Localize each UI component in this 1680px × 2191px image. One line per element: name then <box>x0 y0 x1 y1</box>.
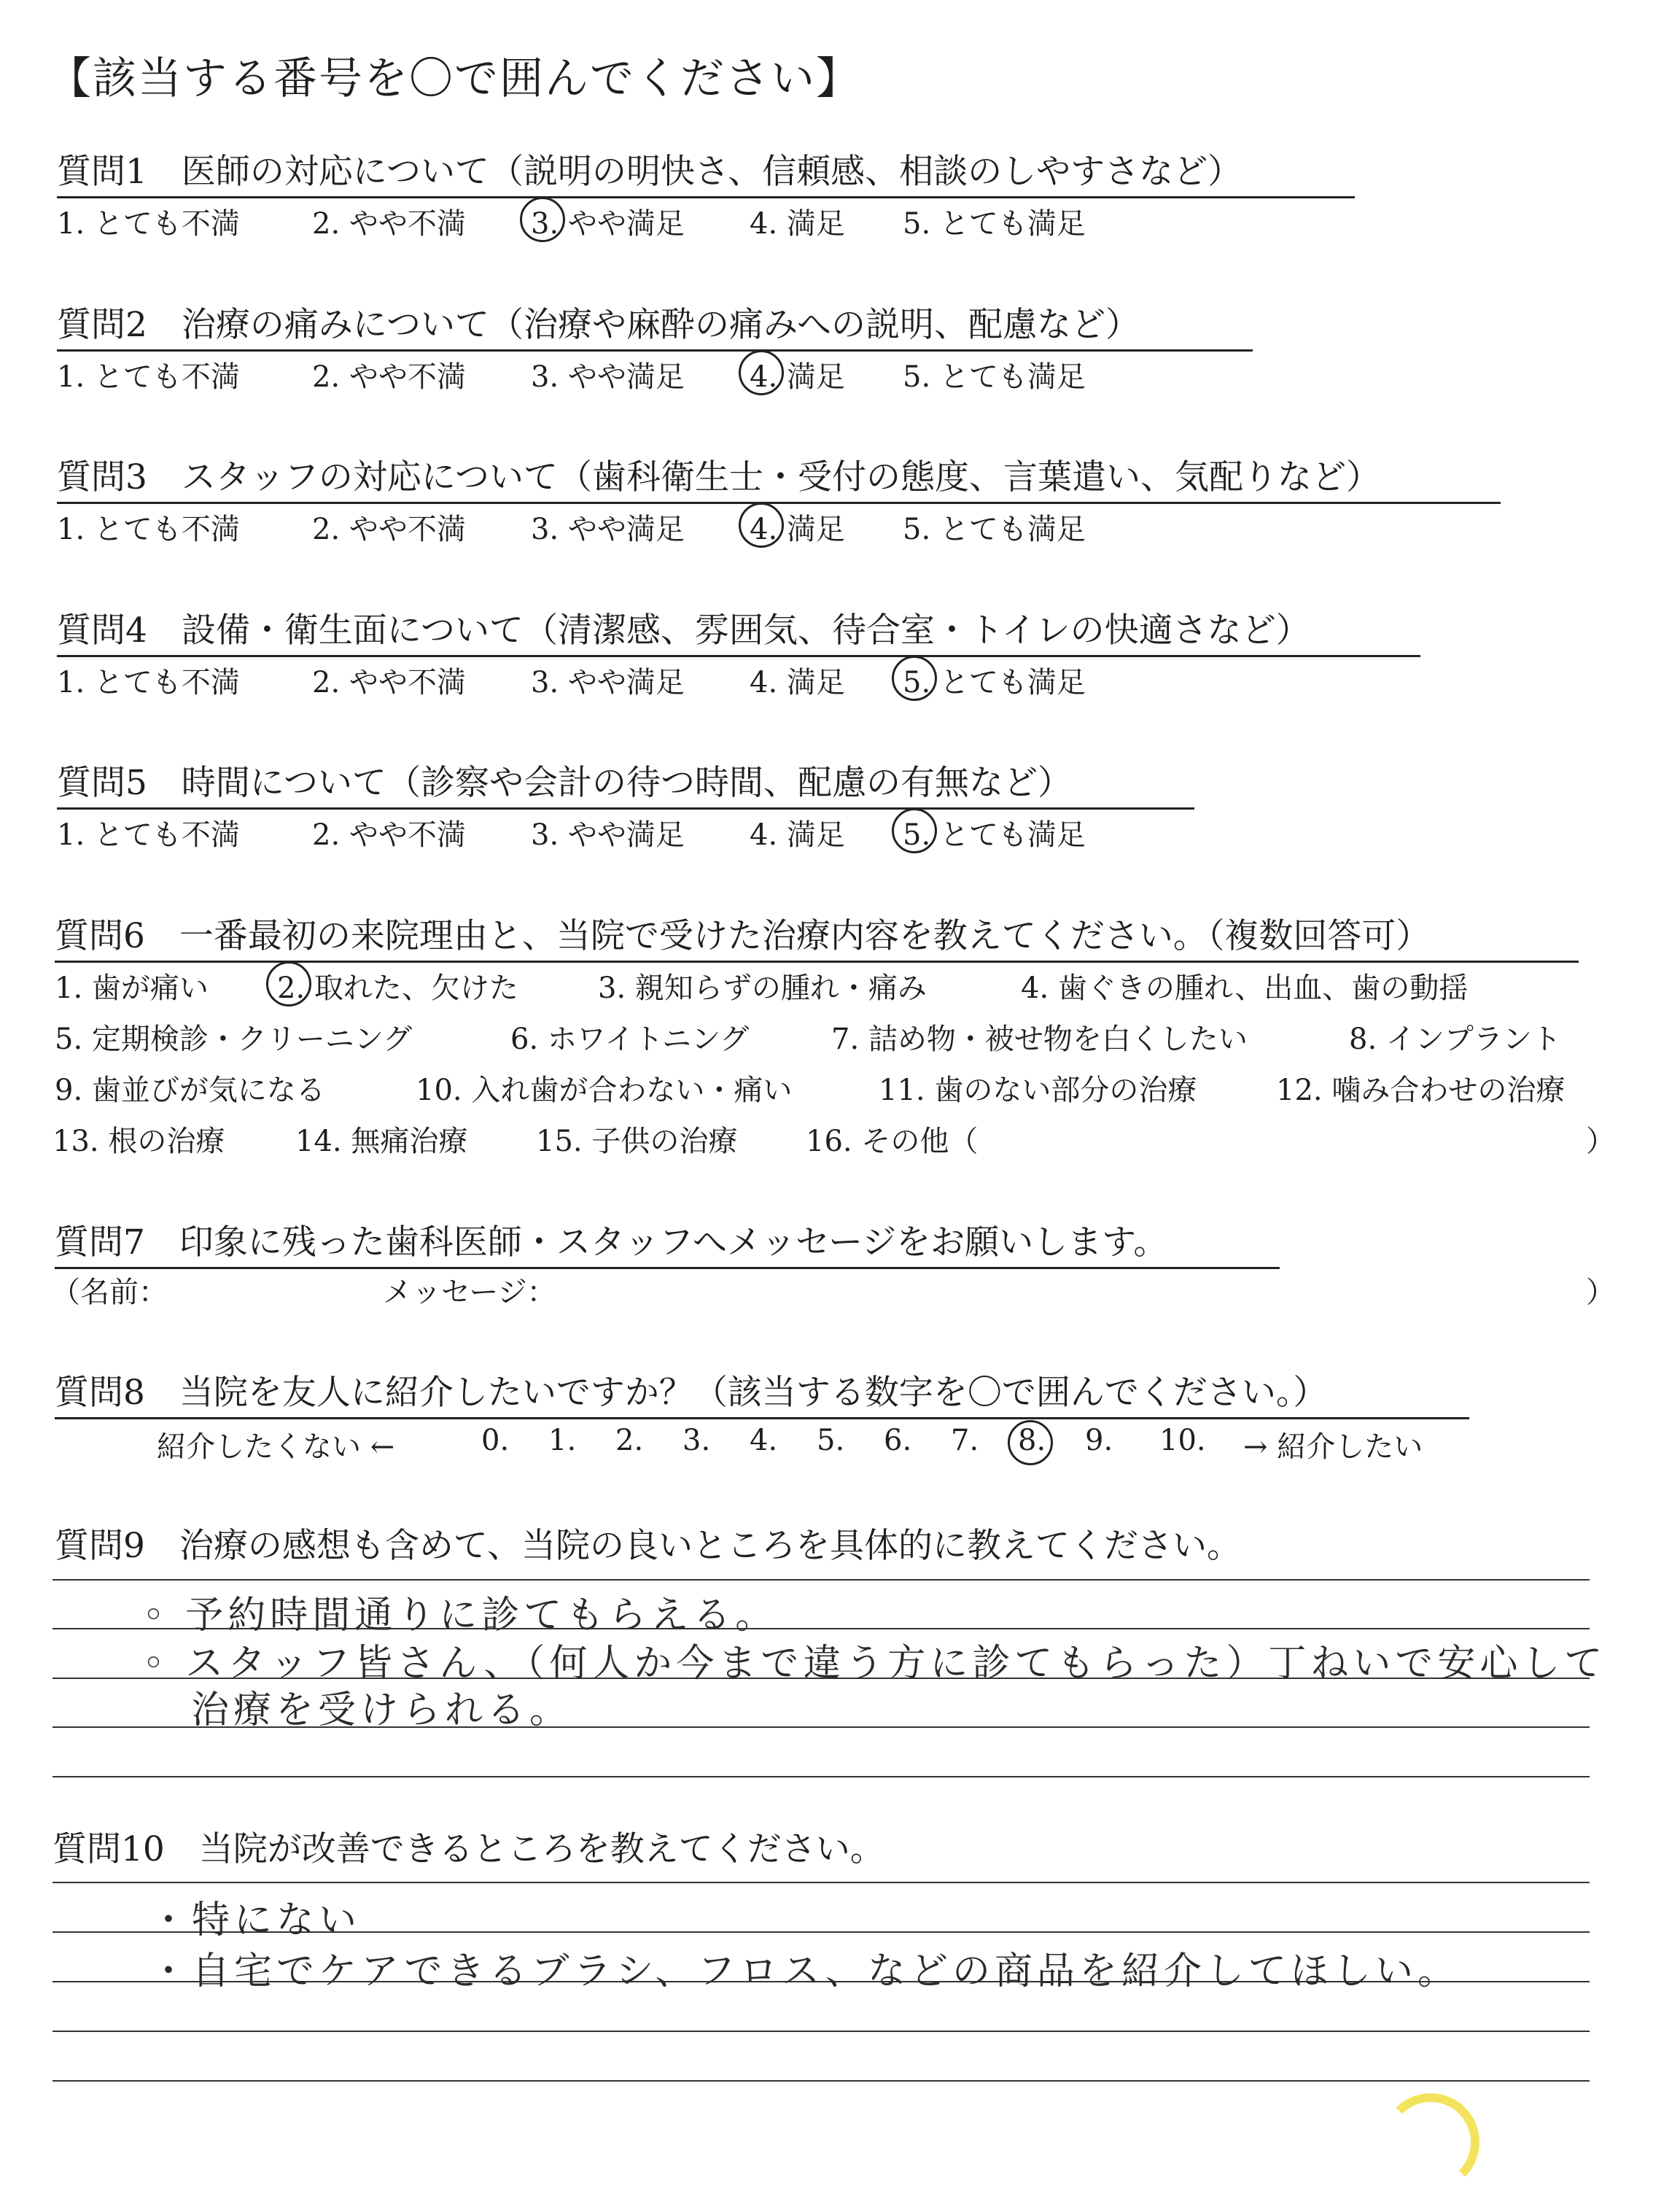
q9-handwritten-answer-3: 治療を受けられる。 <box>191 1688 572 1732</box>
q8-left-label: 紹介したくない ← <box>157 1430 395 1464</box>
q4-option-1[interactable]: 1. とても不満 <box>57 666 240 699</box>
q8-right-label: → 紹介したい <box>1243 1430 1423 1464</box>
q4-option-2[interactable]: 2. やや不満 <box>312 666 466 699</box>
question-8-title: 質問8 当院を友人に紹介したいですか？（該当する数字を〇で囲んでください。） <box>55 1365 1469 1419</box>
q2-selection-circle <box>739 350 784 395</box>
q2-option-4[interactable]: 4. 満足 <box>750 360 845 394</box>
q6-option-1[interactable]: 1. 歯が痛い <box>55 972 209 1005</box>
q6-option-2[interactable]: 2. 取れた、欠けた <box>277 972 518 1005</box>
q1-option-5[interactable]: 5. とても満足 <box>903 207 1086 241</box>
q8-scale-4[interactable]: 4. <box>750 1424 778 1457</box>
q8-scale-9[interactable]: 9. <box>1085 1424 1113 1457</box>
q6-option-11[interactable]: 11. 歯のない部分の治療 <box>879 1074 1197 1107</box>
q3-option-1[interactable]: 1. とても不満 <box>57 513 240 546</box>
q2-option-5[interactable]: 5. とても満足 <box>903 360 1086 394</box>
question-5-title: 質問5 時間について（診察や会計の待つ時間、配慮の有無など） <box>57 756 1194 810</box>
q3-option-5[interactable]: 5. とても満足 <box>903 513 1086 546</box>
q5-option-3[interactable]: 3. やや満足 <box>531 818 685 852</box>
yellow-stamp-mark <box>1382 2093 1479 2191</box>
q1-option-1[interactable]: 1. とても不満 <box>57 207 240 241</box>
q6-option-4[interactable]: 4. 歯ぐきの腫れ、出血、歯の動揺 <box>1021 972 1469 1005</box>
q9-answer-line-5 <box>52 1776 1590 1777</box>
question-10-title: 質問10 当院が改善できるところを教えてください。 <box>52 1829 884 1869</box>
q5-option-2[interactable]: 2. やや不満 <box>312 818 466 852</box>
question-2-title: 質問2 治療の痛みについて（治療や麻酔の痛みへの説明、配慮など） <box>57 298 1253 352</box>
q8-scale-10[interactable]: 10. <box>1159 1424 1206 1457</box>
q3-option-2[interactable]: 2. やや不満 <box>312 513 466 546</box>
question-3-title: 質問3 スタッフの対応について（歯科衛生士・受付の態度、言葉遣い、気配りなど） <box>57 450 1501 504</box>
q6-option-9[interactable]: 9. 歯並びが気になる <box>55 1074 325 1107</box>
q3-option-3[interactable]: 3. やや満足 <box>531 513 685 546</box>
q10-answer-line-4 <box>52 2031 1590 2032</box>
question-4-title: 質問4 設備・衛生面について（清潔感、雰囲気、待合室・トイレの快適さなど） <box>57 603 1420 657</box>
q10-answer-line-5 <box>52 2080 1590 2082</box>
q6-option-15[interactable]: 15. 子供の治療 <box>536 1125 738 1158</box>
q8-scale-8[interactable]: 8. <box>1018 1424 1046 1457</box>
q4-option-4[interactable]: 4. 満足 <box>750 666 845 699</box>
q6-option-3[interactable]: 3. 親知らずの腫れ・痛み <box>598 972 927 1005</box>
q1-option-3[interactable]: 3. やや満足 <box>531 207 685 241</box>
q10-handwritten-answer-2: ・自宅でケアできるブラシ、フロス、などの商品を紹介してほしい。 <box>149 1950 1460 1993</box>
q6-selection-circle <box>266 961 311 1007</box>
q8-scale-2[interactable]: 2. <box>615 1424 644 1457</box>
q10-handwritten-answer-1: ・特にない <box>149 1899 362 1942</box>
q6-option-16[interactable]: 16. その他（ <box>806 1125 979 1158</box>
q2-option-2[interactable]: 2. やや不満 <box>312 360 466 394</box>
form-header: 【該当する番号を〇で囲んでください】 <box>47 53 861 104</box>
q5-option-4[interactable]: 4. 満足 <box>750 818 845 852</box>
q7-name-label: （名前： <box>51 1276 168 1309</box>
question-9-title: 質問9 治療の感想も含めて、当院の良いところを具体的に教えてください。 <box>55 1526 1241 1566</box>
q6-option-5[interactable]: 5. 定期検診・クリーニング <box>55 1023 413 1056</box>
q7-close-paren: ） <box>1586 1276 1615 1309</box>
q8-scale-3[interactable]: 3. <box>682 1424 711 1457</box>
question-7-title: 質問7 印象に残った歯科医師・スタッフへメッセージをお願いします。 <box>55 1215 1280 1269</box>
q9-answer-line-1 <box>52 1579 1590 1581</box>
q8-scale-1[interactable]: 1. <box>548 1424 577 1457</box>
q9-handwritten-answer-2: ◦ スタッフ皆さん、（何人か今まで違う方に診てもらった）丁ねいで安心して <box>142 1642 1607 1686</box>
q1-selection-circle <box>520 197 565 242</box>
q6-option-8[interactable]: 8. インプラント <box>1349 1023 1561 1056</box>
q6-option-14[interactable]: 14. 無痛治療 <box>295 1125 468 1158</box>
q8-scale-7[interactable]: 7. <box>951 1424 979 1457</box>
question-6-title: 質問6 一番最初の来院理由と、当院で受けた治療内容を教えてください。（複数回答可） <box>55 909 1579 963</box>
q8-scale-6[interactable]: 6. <box>884 1424 912 1457</box>
q5-option-5[interactable]: 5. とても満足 <box>903 818 1086 852</box>
q7-message-label: メッセージ： <box>383 1276 556 1309</box>
q6-option-7[interactable]: 7. 詰め物・被せ物を白くしたい <box>831 1023 1248 1056</box>
q3-option-4[interactable]: 4. 満足 <box>750 513 845 546</box>
q3-selection-circle <box>739 503 784 548</box>
question-1-title: 質問1 医師の対応について（説明の明快さ、信頼感、相談のしやすさなど） <box>57 144 1355 198</box>
q9-handwritten-answer-1: ◦ 予約時間通りに診てもらえる。 <box>142 1594 778 1637</box>
q5-option-1[interactable]: 1. とても不満 <box>57 818 240 852</box>
q8-scale-5[interactable]: 5. <box>817 1424 845 1457</box>
q4-option-3[interactable]: 3. やや満足 <box>531 666 685 699</box>
q6-option-6[interactable]: 6. ホワイトニング <box>510 1023 750 1056</box>
q1-option-4[interactable]: 4. 満足 <box>750 207 845 241</box>
q6-other-close-paren: ） <box>1586 1125 1615 1158</box>
q6-option-13[interactable]: 13. 根の治療 <box>52 1125 225 1158</box>
q10-answer-line-1 <box>52 1882 1590 1883</box>
q8-selection-circle <box>1008 1420 1053 1465</box>
q4-selection-circle <box>892 656 937 701</box>
q2-option-1[interactable]: 1. とても不満 <box>57 360 240 394</box>
q5-selection-circle <box>892 808 937 853</box>
q6-option-12[interactable]: 12. 噛み合わせの治療 <box>1276 1074 1566 1107</box>
q4-option-5[interactable]: 5. とても満足 <box>903 666 1086 699</box>
q8-scale-0[interactable]: 0. <box>481 1424 510 1457</box>
q6-option-10[interactable]: 10. 入れ歯が合わない・痛い <box>416 1074 793 1107</box>
q2-option-3[interactable]: 3. やや満足 <box>531 360 685 394</box>
q1-option-2[interactable]: 2. やや不満 <box>312 207 466 241</box>
